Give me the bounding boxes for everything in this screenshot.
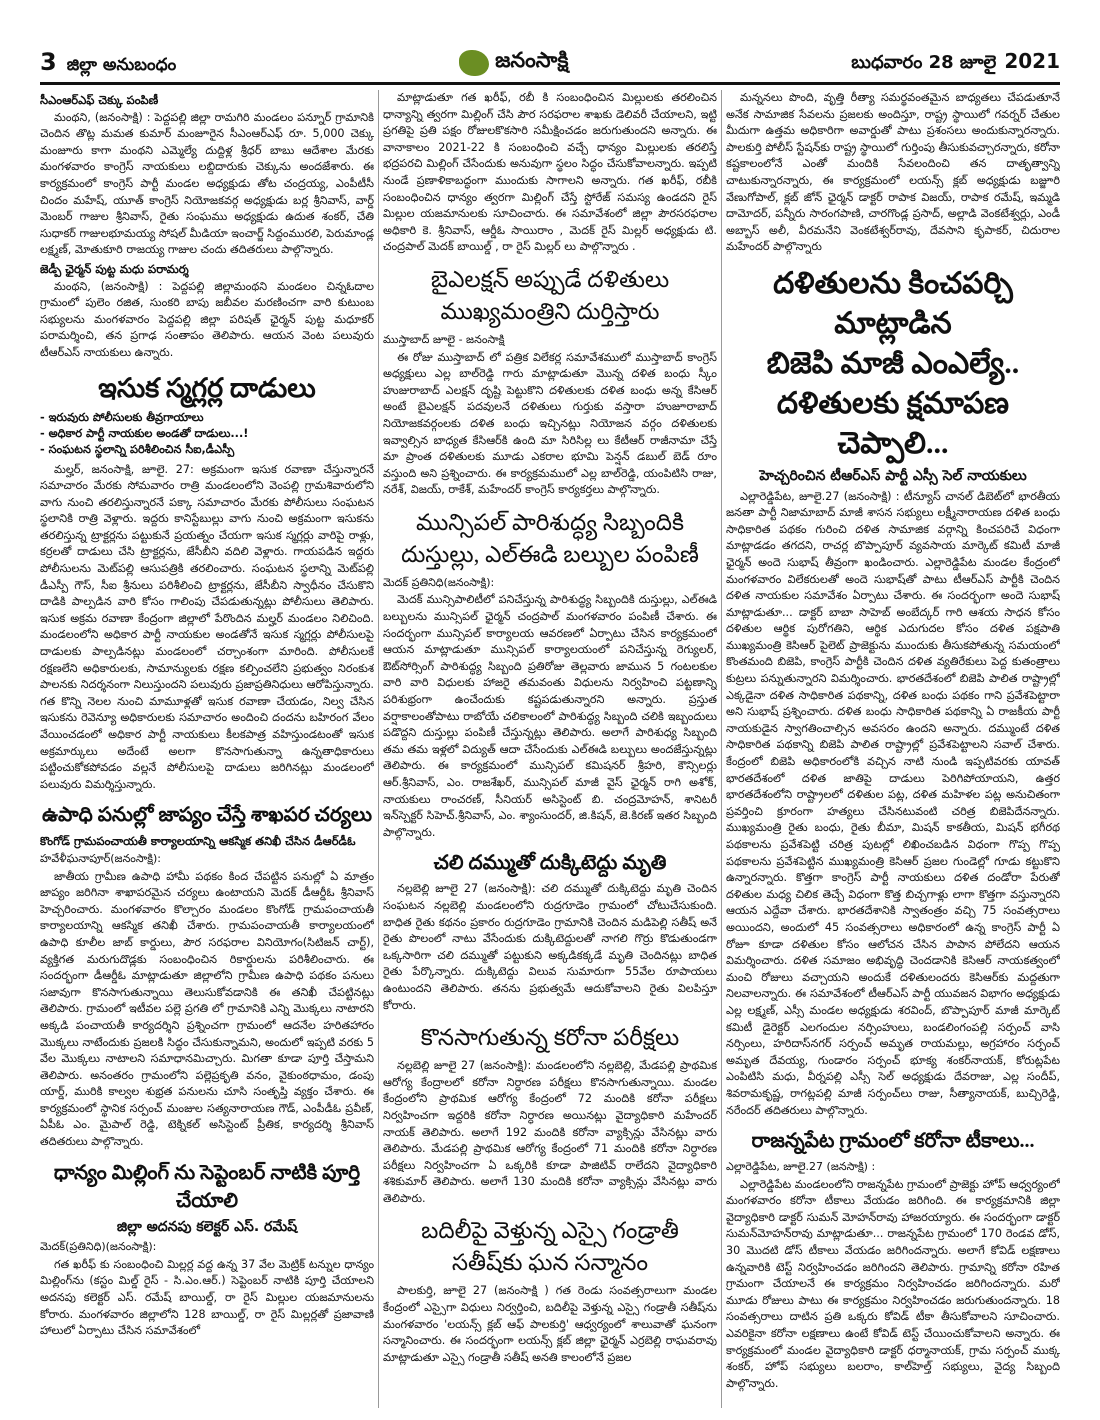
dateline: హవేళీఘనాపూర్(జనంసాక్షి): [40,851,161,865]
subheadline: జిల్లా అదనపు కలెక్టర్ ఎస్. రమేష్ [116,1218,298,1235]
headline: రాజన్నపేట గ్రామంలో కరోనా టీకాలు... [751,1130,1035,1153]
bullet: - అధికార పార్టీ నాయకుల అండతో దాడులు...! [40,426,249,440]
column-3 [726,90,1060,1408]
bullet: - సంఘటన స్థలాన్ని పరిశీలించిన సీఐ,డీఎస్పీ [40,442,235,456]
headline-line: సతీష్‌కు ఘన సన్మానం [451,1250,649,1276]
dateline: ముస్తాబాద్ జూలై - జనంసాక్షి [383,332,505,346]
article-body: మంథని, (జనంసాక్షి) : పెద్దపల్లి జిల్లామంథని మండలం చిన్నఓదాల గ్రామంలో పులెం రజిత, సుంకరి బాపు జబీవల మరణించగా వారి కుటుంబ సభ్యులను మంగళవారం పెద్దపల్లి జిల్లా పరిషత్ ఛైర్మన్ పుట్ట మధూకర్ పరామర్శించి, తన ప్రగాఢ సంతాపం తెలిపారు. ఆయన వెంట పలువురు టీఆర్ఎస్ నాయకులు ఉన్నారు. [40,279,374,359]
issue-date: బుధవారం 28 జూలై [851,52,997,73]
dateline: మెదక్(ప్రతినిధి)(జనంసాక్షి): [40,1240,157,1254]
article-body: గత ఖరీఫ్ కు సంబంధించి మిల్లర్ల వద్ద ఉన్న 37 వేల మెట్రిక్ టన్నుల ధాన్యం మిల్లింగ్‌ను (కస్టం మిల్డ్ రైస్ - సి.ఎం.ఆర్.) సెప్టెంబర్ నాటికి పూర్తి చేయాలని అదనపు కలెక్టర్ ఎస్. రమేష్ బాయిల్డ్, రా రైస్ మిల్లుల యజమానులను కోరారు. మంగళవారం జిల్లాలోని 128 బాయిల్డ్, రా రైస్ మిల్లర్లతో ప్రజావాణి హాలులో ఏర్పాటు చేసిన సమావేశంలో [40,1257,374,1338]
headline-line: ముఖ్యమంత్రిని దుర్తిస్తారు [440,298,660,324]
headline [383,1215,717,1279]
headline-line: బదిలీపై వెళ్తున్న ఎస్సై గండ్రాతీ [421,1218,679,1244]
masthead-date [851,49,1060,77]
article-head: జెడ్పీ ఛైర్మన్ పుట్ట మధు పరామర్శ [40,261,189,276]
masthead [40,48,1060,78]
bullet: - ఇరువురు పోలీసులకు తీవ్రగాయాలు [40,410,204,424]
article-columns [40,90,1060,1408]
headline: ఉపాధి పనుల్లో జాప్యం చేస్తే శాఖపర చర్యలు [42,804,372,827]
headline [726,264,1060,464]
article-body: మన్ననలు పొంది, వృత్తి రీత్యా సమర్థవంతమైన బాధ్యతలు చేపడుతూనే అనేక సామాజిక సేవలను ప్రజలకు అందిస్తూ, రాష్ట్ర స్థాయిలో గవర్నర్ చేతుల మీదుగా ఉత్తమ అధికారిగా అవార్డుతో పాటు ప్రశంసలు అందుకున్నారన్నారు. పాలకుర్తి పోలీస్ స్టేషన్‌కు రాష్ట్ర స్థాయిలో గుర్తింపు తీసుకువచ్చారన్నారు, కరోనా కష్టకాలంలోనే ఎంతో మందికి సేవలందించి తన దాతృత్వాన్ని చాటుకున్నారన్నారు, ఈ కార్యక్రమంలో లయన్స్ క్లబ్ అధ్యక్షుడు బజ్జూరి వేణుగోపాల్, క్లబ్ జోన్ ఛైర్మన్ డాక్టర్ రాపాక విజయ్, రాపాక రమేష్, ఇమ్మడి దామోదర్, పన్నీరు సారంగపాణి, చారగొండ్ల ప్రసాద్, అల్లాడి వెంకటేశ్వర్లు, ఎండీ అబ్బాస్ అలీ, వీరమనేని వెంకటేశ్వర్‌రావు, దేవసాని కృపాకర్, చిదురాల మహేందర్ పాల్గొన్నారు [726,91,1060,254]
subheadline: కొంగోడ్ గ్రామపంచాయతీ కార్యాలయాన్ని ఆకస్మిక తనిఖీ చేసిన డీఆర్‌డీఓ [40,834,356,849]
page-number: 3 [40,47,57,76]
paper-name: జనంసాక్షి [495,48,569,72]
masthead-logo [459,48,568,78]
headline-line: దుస్తుల్లు, ఎల్ఈడి బల్బుల పంపిణీ [401,541,699,567]
column-1 [40,90,374,1408]
article-body: మల్హర్, జనంసాక్షి, జూలై. 27: అక్రమంగా ఇసుక రవాణా చేస్తున్నారనే సమాచారం మేరకు సోమవారం రాత్రి మండలంలోని వెంపల్లి గ్రామశివారులోని వాగు నుంచి తరలిస్తున్నారనే పక్కా సమాచారం మేరకు పోలీసులు సంఘటన స్థలానికి రాత్రి వెళ్లారు. ఇద్దరు కానిస్టేబుల్లు వాగు నుంచి అక్రమంగా ఇసుకను తరలిస్తున్న ట్రాక్టర్లను పట్టుకునే ప్రయత్నం చేయగా ఇసుక స్మగ్లర్లు వారిపై రాళ్లు, కర్రలతో దాడులు చేసి ట్రాక్టర్లను, జేసీబీని వదిలి వెళ్లారు. గాయపడిన ఇద్దరు పోలీసులను మెట్‌పల్లి ఆసుపత్రికి తరలించారు. సంఘటన స్థలాన్ని మెట్‌పల్లి డీఎస్పీ గౌస్, సీఐ శ్రీనులు పరిశీలించి ట్రాక్టర్లను, జేసీబీని స్వాధీనం చేసుకొని దాడికి పాల్పడిన వారి కోసం గాలింపు చేపడుతున్నట్లు పోలీసులు తెలిపారు. ఇసుక అక్రమ రవాణా కేంద్రంగా జిల్లాలో పేరొందిన మల్హర్ మండలం నిలిచింది. మండలంలోని అధికార పార్టీ నాయకుల అండతోనే ఇసుక స్మగ్లర్లు పోలీసులపై దాడులకు పాల్పడినట్లు మండలంలో చర్చాంశంగా మారింది. పోలీసులకే రక్షణలేని అధికారులకు, సామాన్యులకు రక్షణ కల్పించలేని ప్రభుత్వం నిరంకుశ పాలనకు నిదర్శనంగా నిలుస్తుందని పలువురు ప్రజాప్రతినిధులు ఆరోపిస్తున్నారు. గత కొన్ని నెలల నుంచి మామూళ్లతో ఇసుక రవాణా చేయడం, నిల్వ చేసిన ఇసుకను రెవెన్యూ అధికారులకు సమాచారం అందించి దందను బహిరంగ వేలం వేయించడంలో అధికార పార్టీ నాయకులు కీలకపాత్ర వహిస్తుండటంతో ఇసుక అక్రమార్కులు అదేంటే అలగా కొనసాగుతున్నా ఉన్నతాధికారులు పట్టించుకోకపోవడం వల్లనే పోలీసులపై దాడులు జరిగినట్లు మండలంలో పలువురు విమర్శిస్తున్నారు. [40,462,374,791]
article-head: సీఎంఆర్ఎఫ్ చెక్కు పంపిణీ [40,93,159,107]
article-body: పాలకుర్తి, జూలై 27 (జనంసాక్షి ) గత రెండు సంవత్సరాలుగా మండల కేంద్రంలో ఎస్సైగా విధులు నిర్వర్తించి, బదిలీపై వెళ్తున్న ఎస్సై గండ్రాతీ సతీష్‌ను మంగళవారం 'లయన్స్ క్లబ్ ఆఫ్ పాలకుర్తి' ఆధ్వర్యంలో శాలువాతో ఘనంగా సన్మానించారు. ఈ సందర్భంగా లయన్స్ క్లబ్ జిల్లా ఛైర్మన్ ఎర్రబెల్లి రాఘవరావు మాట్లాడుతూ ఎస్సై గండ్రాతీ సతీష్ అనతి కాలంలోనే ప్రజల [383,1284,717,1364]
headline-line: దళితులకు క్షమాపణ చెప్పాలి... [776,386,1010,460]
headline: చలి దమ్ముతో దుక్కిటెద్దు మృతి [433,852,667,875]
article-body: జాతీయ గ్రామీణ ఉపాధి హామీ పథకం కింద చేపట్టిన పనుల్లో ఏ మాత్రం జాప్యం జరిగినా శాఖాపరమైన చర్యలు ఉంటాయని మెదక్ డీఆర్డీఓ శ్రీనివాస్ హెచ్చరించారు. మంగళవారం కొల్చారం మండలం కొంగోడ్ గ్రామపంచాయతీ కార్యాలయాన్ని ఆకస్మిక తనిఖీ చేశారు. గ్రామపంచాయతీ కార్యాలయంలో ఉపాధి కూలీల జాబ్ కార్డులు, పౌర సరఫరాల వినియోగం(సిటిజన్ చార్ట్), వ్యక్తిగత మరుగుదొడ్లకు సంబంధించిన రికార్డులను పరిశీలించారు. ఈ సందర్భంగా డీఆర్డీఓ మాట్లాడుతూ జిల్లాలోని గ్రామీణ ఉపాధి పథకం పనులు సజావుగా కొనసాగుతున్నాయి తెలుసుకోవడానికి ఈ తనిఖీ చేపట్టినట్లు తెలిపారు. గ్రామంలో ఇటీవల పల్లె ప్రగతి లో గ్రామానికి ఎన్ని మొక్కలు నాటారని అక్కడి పంచాయతీ కార్యదర్శిని ప్రశ్నించగా గ్రామంలో ఆదనేల హరితహారం మొక్కలు నాటేందుకు ప్రజలకి సిద్ధం చేసుకున్నామని, అందులో ఇప్పటి వరకు 5 వేల మొక్కలు నాటాలని సమాధానమిచ్చారు. మిగతా కూడా పూర్తి చేస్తామని తెలిపారు. అనంతరం గ్రామంలోని పల్లెప్రకృతి వనం, వైకుంఠధామం, డంపు యార్డ్, మురికి కాల్వల శుభ్రత పనులను చూసి సంతృప్తి వ్యక్తం చేశారు. ఈ కార్యక్రమంలో స్థానిక సర్పంచ్ మంజుల సత్యనారాయణ గౌడ్, ఎంపీడీఓ ప్రవీణ్, ఏపీఓ ఎం. మైపాల్ రెడ్డి, టెక్నికల్ అసిస్టెంట్ ప్రీతిక, కార్యదర్శి శ్రీనివాస్ తదితరులు పాల్గొన్నారు. [40,869,374,1149]
masthead-left [40,48,176,79]
article-body: ఈ రోజు ముస్తాబాద్ లో పత్రిక విలేకర్ల సమావేశములో ముస్తాబాద్ కాంగ్రెస్ అధ్యక్షులు ఎల్ల బాల్‌రెడ్డి గారు మాట్లాడుతూ మొన్న దళిత బంధు స్కీం హుజురాబాద్ ఎలక్షన్ దృష్టి పెట్టుకొని దళితులకు దళిత బంధు అన్న కేసిఆర్ అంటే బైఎలక్షన్ పదవులనే దళితులు గుర్తుకు వస్తారా హుజూరాబాద్ నియోజకవర్గంలకు దళిత బంధు ఇచ్చినట్లు నియోజన వర్గం దళితులకు ఇవ్వాల్సిన బాధ్యత కేసిఆర్‌కి ఉంది మా సిరిసిల్ల లు కేటీఆర్ రాజీనామా చేస్తే మా ప్రాంత దళితులకు మూడు ఎకరాల భూమి పెన్షన్ డబుల్ బెడ్ రూం వస్తుంది అని ప్రశ్నించారు. ఈ కార్యక్రమములో ఎల్ల బాల్‌రెడ్డి, యంపిటిసి రాజు, నరేశ్, విజయ్, రాకేశ్, మహేందర్ కాంగ్రెస్ కార్యకర్తలు పాల్గొన్నారు. [383,350,717,497]
headline [383,264,717,328]
headline [383,507,717,571]
headline: కొనసాగుతున్న కరోనా పరీక్షలు [420,1025,680,1051]
section-name: జిల్లా అనుబంధం [66,54,177,75]
headline-line: బిజెపి మాజీ ఎంఎల్యే.. [766,346,1020,380]
article-body: మాట్లాడుతూ గత ఖరీఫ్, రబీ కి సంబంధించిన మిల్లులకు తరలించిన ధాన్యాన్ని త్వరగా మిల్లింగ్ చేసి పౌర సరఫరాల శాఖకు డెలివరీ చేయాలని, ఇట్టి ప్రగతిపై ప్రతి పక్షం రోజులకొకసారి సమీక్షించడం జరుగుతుందని అన్నారు. ఈ వానాకాలం 2021-22 కి సంబంధించి వచ్చే ధాన్యం మిల్లులకు తరలిస్తే భద్రపరచి మిల్లింగ్ చేసేందుకు అనువుగా స్థలం సిద్ధం చేసుకోవాలన్నారు. ఇప్పటి నుండే ప్రణాళికాబద్ధంగా ముందుకు సాగాలని అన్నారు. గత ఖరీఫ్, రబీకి సంబంధించిన ధాన్యం త్వరగా మిల్లింగ్ చేస్తే స్టోరేజ్ సమస్య ఉండదని రైస్ మిల్లుల యజమానులకు సూచించారు. ఈ సమావేశంలో జిల్లా పౌరసరఫరాల అధికారి కె. శ్రీనివాస్, ఆర్డీఓ సాయిరాం , మెదక్ రైస్ మిల్లర్ అధ్యక్షుడు టి. చంద్రపాల్ మెదక్ బాయిల్డ్ , రా రైస్ మిల్లర్ లు పాల్గొన్నారు . [383,91,717,254]
dateline: ఎల్లారెడ్డిపేట, జూలై.27 (జనసాక్షి) : [726,1160,876,1174]
article-body: నల్లబెల్లి జూలై 27 (జనంసాక్షి): మండలంలోని నల్లబెల్లి, మేడపల్లి ప్రాథమిక ఆరోగ్య కేంద్రాలలో కరోనా నిర్ధారణ పరీక్షలు కొనసాగుతున్నాయి. మండల కేంద్రంలోని ప్రాథమిక ఆరోగ్య కేంద్రంలో 72 మందికి కరోనా పరీక్షలు నిర్వహించగా ఇద్దరికి కరోనా నిర్ధారణ అయినట్లు వైద్యాధికారి మహేందర్ నాయక్ తెలిపారు. అలాగే 192 మందికి కరోనా వ్యాక్సిన్లు వేసినట్లు వారు తెలిపారు. మేడపల్లి ప్రాథమిక ఆరోగ్య కేంద్రంలో 71 మందికి కరోనా నిర్ధారణ పరీక్షలు నిర్వహించగా ఏ ఒక్కరికి కూడా పాజిటివ్ రాలేదని వైద్యాధికారి శశికుమార్ తెలిపారు. అలాగే 130 మందికి కరోనా వ్యాక్సిన్లు వేసినట్లు వారు తెలిపారు. [383,1059,717,1205]
headline-bullets [40,410,374,458]
article-body: నల్లబెల్లి జూలై 27 (జనంసాక్షి): చలి దమ్ముతో దుక్కిటెద్దు మృతి చెందిన సంఘటన నల్లబెల్లి మండలంలోని రుద్రగూడెం గ్రామంలో చోటుచేసుకుంది. బాధిత రైతు కథనం ప్రకారం రుద్రగూడెం గ్రామానికి చెందిన మడిపెల్లి సతీష్ అనే రైతు పొలంలో నాటు వేసేందుకు దుక్కిటెద్దులతో నాగలి గొర్రు కొడుతుండగా ఒక్కసారిగా చలి దమ్ముతో పట్టుకుని అక్కడికక్కడే మృతి చెందినట్లు బాధిత రైతు పేర్కొన్నారు. దుక్కిటెద్దు విలువ సుమారుగా 55వేల రూపాయలు ఉంటుందని తెలిపారు. తనను ప్రభుత్వమే ఆదుకోవాలని రైతు విలపిస్తూ కోరారు. [383,882,717,1012]
dateline: మెదక్ ప్రతినిధి(జనంసాక్షి): [383,575,495,589]
column-2 [383,90,717,1408]
article-body: మంథని, (జనంసాక్షి) : పెద్దపల్లి జిల్లా రామగిరి మండలం పన్నూర్ గ్రామానికి చెందిన తొట్ల మమత కుమార్ మంజూరైన సీఎంఆర్ఎఫ్ రూ. 5,000 చెక్కు మంజూరు కాగా మంథని ఎమ్మెల్యే దుద్దిళ్ల శ్రీధర్ బాబు ఆదేశాల మేరకు మంగళవారం కాంగ్రెస్ నాయకులు లబ్దిదారుకు చెక్కును అందజేశారు. ఈ కార్యక్రమంలో కాంగ్రెస్ పార్టీ మండల అధ్యక్షుడు తోట చంద్రయ్య, ఎంపీటీసీ చిందం మహేష్, యూత్ కాంగ్రెస్ నియోజకవర్గ అధ్యక్షుడు బర్ల శ్రీనివాస్, వార్డ్ మెంబర్ గాజుల శ్రీనివాస్, రైతు సంఘము అధ్యక్షుడు ఉదుత శంకర్, చేతి సుధాకర్ గాజులభూమయ్య సోషల్ మీడియా ఇంచార్జ్ సిద్దంమురలి, పెరుమాండ్ల లక్ష్మణ్, మోతుకూరి రాజయ్య గాజుల చందు తదితరులు పాల్గొన్నారు. [40,110,374,257]
headline-line: బైఎలక్షన్ అప్పుడే దళితులు [430,266,670,292]
masthead-rule [40,82,1060,85]
headline-line: మున్సిపల్ పారిశుద్ధ్య సిబ్బందికి [415,509,685,535]
telangana-map-icon [459,50,489,76]
article-body: మెదక్ మున్సిపాలిటీలో పనిచేస్తున్న పారిశుద్ధ్య సిబ్బందికి దుస్తుల్లు, ఎల్ఈడి బల్బులను మున్సిపల్ ఛైర్మన్ చంద్రపాల్ మంగళవారం పంపిణీ చేశారు. ఈ సందర్భంగా మున్సిపల్ కార్యాలయ ఆవరణలో ఏర్పాటు చేసిన కార్యక్రమంలో ఆయన మాట్లాడుతూ మున్సిపల్ కార్యాలయంలో పనిచేస్తున్న రెగ్యులర్, ఔట్‌సోర్సింగ్ పారిశుద్ధ్య సిబ్బంది ప్రతిరోజు తెల్లవారు జామున 5 గంటలకుల వారి వారి విధులకు హాజరై తమవంతు విధులను నిర్వహించి పట్టణాన్ని పరిశుభ్రంగా ఉంచేందుకు కష్టపడుతున్నారని అన్నారు. ప్రస్తుత వర్షాకాలంతోపాటు రాబోయే చలికాలంలో పారిశుద్ధ్య సిబ్బంది చలికి ఇబ్బందులు పడొద్దని దుస్తుల్లు పంపిణీ చేస్తున్నట్లు తెలిపారు. అలాగే పారిశుధ్య సిబ్బంది తమ తమ ఇళ్లలో విద్యుత్ ఆదా చేసేందుకు ఎల్ఈడి బల్బులు అందజేస్తున్నట్లు తెలిపారు. ఈ కార్యక్రమంలో మున్సిపల్ కమిషనర్ శ్రీహరి, కౌన్సిలర్లు ఆర్.శ్రీనివాస్, ఎం. రాజశేఖర్, మున్సిపల్ మాజీ వైస్ ఛైర్మన్ రాగి అశోక్, నాయకులు రాంచరణ్, సీనియర్ అసిస్టెంట్ బి. చంద్రమోహన్, శానిటరీ ఇన్‌స్పెక్టర్ సిహెచ్.శ్రీనివాస్, ఎం. శ్యాంసుందర్, జి.కిషన్, జె.కిరణ్ ఇతర సిబ్బంది పాల్గొన్నారు. [383,593,717,839]
headline: ధాన్యం మిల్లింగ్ ను సెప్టెంబర్ నాటికి పూర్తి చేయాలి [53,1161,361,1212]
headline: ఇసుక స్మగ్లర్ల దాడులు [98,372,316,403]
issue-year: 2021 [1004,49,1060,73]
article-body: ఎల్లారెడ్డిపేట, జూలై.27 (జనంసాక్షి) : టీన్యూస్ చానల్ డిబెట్‌లో భారతీయ జనతా పార్టీ నిజామాబాద్ మాజీ శాసన సభ్యులు లక్ష్మీనారాయణ దళిత బంధు సాధికారిత పథకం గురించి దళిత సామాజిక వర్గాన్ని కించపరిచే విధంగా మాట్లాడడం తగదని, రాచర్ల బొప్పాపూర్ వ్యవసాయ మార్కెట్ కమిటీ మాజీ ఛైర్మన్ అందె సుభాష్ తీవ్రంగా ఖండించారు. ఎల్లారెడ్డిపేట మండల కేంద్రంలో మంగళవారం విలేకరులతో అందె సుభాష్‌తో పాటు టీఆర్ఎస్ పార్టీకి చెందిన దళిత నాయకుల సమావేశం ఏర్పాటు చేశారు. ఈ సందర్భంగా అందె సుభాష్ మాట్లాడుతూ... డాక్టర్ బాబా సాహెబ్ అంబేద్కర్ గారి ఆశయ సాధన కోసం దళితుల ఆర్థిక పురోగతిని, ఆర్థిక ఎదుగుదల కోసం దళిత పక్షపాతి ముఖ్యమంత్రి కెసిఆర్ పైలెట్ ప్రాజెక్టును ముందుకు తీసుకపోతున్న సమయంలో కొంతమంది బిజెపి, కాంగ్రెస్ పార్టీకి చెందిన దళిత వ్యతిరేకులు పెద్ద కుతంత్రాలు కుట్రలు పన్నుతున్నారని విమర్శించారు. భారతదేశంలో బిజెపి పాలిత రాష్ట్రాల్లో ఎక్కడైనా దళిత సాధికారిత పథకాన్ని, దళిత బంధు పథకం గాని ప్రవేశపెట్టారా అని సుభాష్ ప్రశ్నించారు. దళిత బంధు సాధికారిత పథకాన్ని ఏ రాజకీయ పార్టీ నాయకుడైన స్వాగతించాల్సిన అవసరం ఉందని అన్నారు. దమ్ముంటే దళిత సాధికారిత పథకాన్ని బిజెపి పాలిత రాష్ట్రాల్లో ప్రవేశపెట్టాలని సవాల్ చేశారు. కేంద్రంలో బిజెపి అధికారంలోకి వచ్చిన నాటి నుండి ఇప్పటివరకు యావత్ భారతదేశంలో దళిత జాతిపై దాడులు పెరిగిపోయాయని, ఉత్తర భారతదేశంలోని రాష్ట్రాలలో దళితుల పట్ల, దళిత మహిళల పట్ల అనుచితంగా ప్రవర్తించి క్రూరంగా హత్యలు చేసినటువంటి చరిత్ర బిజెపిదేనన్నారు. ముఖ్యమంత్రి రైతు బంధు, రైతు బీమా, మిషన్ కాకతీయ, మిషన్ భగీరథ పథకాలను ప్రవేశపెట్టి చరిత్ర పుటల్లో లిఖించబడిన విధంగా గొప్ప గొప్ప పథకాలను ప్రవేశపెట్టిన ముఖ్యమంత్రి కెసిఆర్ ప్రజల గుండెల్లో గూడు కట్టుకొని ఉన్నారన్నారు. కొత్తగా కాంగ్రెస్ పార్టీ నాయకులు దళిత దండోరా పేరుతో దళితుల మధ్య చిలిక తెచ్చే విధంగా కొత్త బిచ్చగాళ్లు లాగా కొత్తగా వస్తున్నారని ఆయన ఎద్దేవా చేశారు. భారతదేశానికి స్వాతంత్రం వచ్చి 75 సంవత్సరాలు అయిందని, అందులో 45 సంవత్సరాలు అధికారంలో ఉన్న కాంగ్రెస్ పార్టీ ఏ రోజూ కూడా దళితుల కోసం ఆలోచన చేసిన పాపాన పోలేదని ఆయన విమర్శించారు. దళిత సమాజం అభివృద్ధి చెందడానికి కెసిఆర్ నాయకత్వంలో మంచి రోజులు వచ్చాయని అందుకే దళితులందరు కెసిఆర్‌కు మద్దతుగా నిలవాలన్నారు. ఈ సమావేశంలో టీఆర్ఎస్ పార్టీ యువజన విభాగం అధ్యక్షుడు ఎల్ల లక్ష్మణ్, ఎస్సీ మండల అధ్యక్షుడు శరవింద్, బొప్పాపూర్ మాజీ మార్కెట్ కమిటీ డైరెక్టర్ ఎలగందుల నర్సింహులు, బండలింగంపల్లి సర్పంచ్ వాసి నర్సింలు, హరిదాస్‌నగర్ సర్పంచ్ అమృత రాయమల్లు, అగ్రహారం సర్పంచ్ అమృత దేవయ్య, గుండారం సర్పంచ్ భూక్య శంకర్‌నాయక్, కోరుట్లపేట ఎంపిటిసి మధు, వీర్నపల్లి ఎస్సీ సెల్ అధ్యక్షుడు దేవరాజు, ఎల్ల సందీప్, శివరామకృష్ణ, రాగట్లపల్లి మాజీ సర్పంచ్‌లు రాజు, సీత్యానాయక్, బుచ్చిరెడ్డి, నరేందర్ తదితరులు పాల్గొన్నారు. [726,489,1060,1117]
headline-line: దళితులను కించపర్చి మాట్లాడిన [773,266,1013,340]
article-body: ఎల్లారెడ్డిపేట మండలంలోని రాజన్నపేట గ్రామంలో ప్రాజెక్టు హోప్ ఆధ్వర్యంలో మంగళవారం కరోనా టీకాలు వేయడం జరిగింది. ఈ కార్యక్రమానికి జిల్లా వైద్యాధికారి డాక్టర్ సుమన్ మోహన్‌రావు హాజరయ్యారు. ఈ సందర్భంగా డాక్టర్ సుమన్‌మోహన్‌రావు మాట్లాడుతూ... రాజన్నపేట గ్రామంలో 170 రెండవ డోస్, 30 మొదటి డోస్ టీకాలు వేయడం జరిగిందన్నారు. అలాగే కోవిడ్ లక్షణాలు ఉన్నవారికి టెస్ట్ నిర్వహించడం జరిగిందని తెలిపారు. గ్రామాన్ని కరోనా రహిత గ్రామంగా చేయాలనే ఈ కార్యక్రమం నిర్వహించడం జరిగిందన్నారు. మరో మూడు రోజులు పాటు ఈ కార్యక్రమం నిర్వహించడం జరుగుతుందన్నారు. 18 సంవత్సరాలు దాటిన ప్రతి ఒక్కరు కోవిడ్ టీకా తీసుకోవాలని సూచించారు. ఎవరికైనా కరోనా లక్షణాలు ఉంటే కోవిడ్ టెస్ట్ చేయించుకోవాలని అన్నారు. ఈ కార్యక్రమంలో మండల వైద్యాధికారి డాక్టర్ ధర్మానాయక్, గ్రామ సర్పంచ్ ముక్క శంకర్, హోప్ సభ్యులు బలరాం, కాల్‌హెల్త్ సభ్యులు, వైద్య సిబ్బంది పాల్గొన్నారు. [726,1177,1060,1390]
subheadline: హెచ్చరించిన టీఆర్ఎస్ పార్టీ ఎస్సీ సెల్ నాయకులు [759,467,1027,484]
